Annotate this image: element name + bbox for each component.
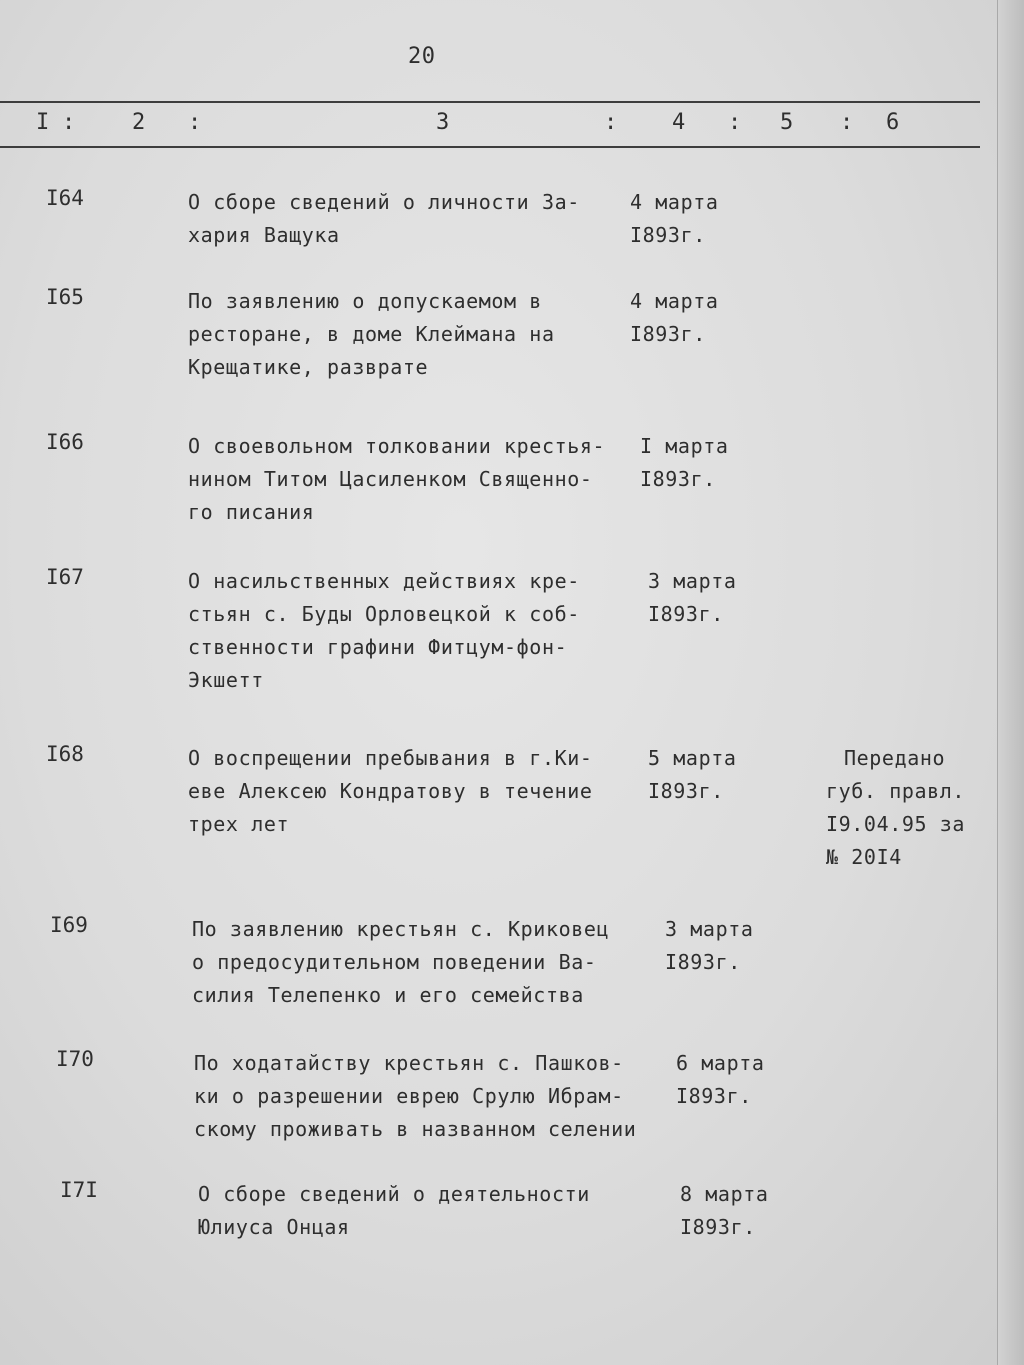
date-line: I893г.	[640, 467, 716, 491]
title-line: скому проживать в названном селении	[194, 1117, 637, 1141]
note-line: губ. правл.	[826, 779, 966, 803]
title-line: По заявлению крестьян с. Криковец	[192, 917, 610, 941]
note-line: № 20I4	[826, 845, 902, 869]
entry-number: I7I	[60, 1178, 98, 1202]
column-header-6: 6	[886, 110, 900, 135]
entry-title	[188, 430, 605, 529]
entry-title	[188, 742, 593, 841]
title-line: ки о разрешении еврею Срулю Ибрам-	[194, 1084, 624, 1108]
title-line: Крещатике, разврате	[188, 355, 429, 379]
column-separator: :	[840, 110, 854, 135]
title-line: О сборе сведений о деятельности	[198, 1182, 590, 1206]
entry-number: I70	[56, 1047, 94, 1071]
column-separator: :	[728, 110, 742, 135]
header-bottom-rule	[0, 146, 980, 148]
entry-note	[826, 742, 965, 874]
entry-date	[630, 285, 719, 351]
column-header-5: 5	[780, 110, 794, 135]
title-line: стьян с. Буды Орловецкой к соб-	[188, 602, 580, 626]
entry-title	[188, 285, 555, 384]
entry-title	[188, 186, 580, 252]
title-line: ресторане, в доме Клеймана на	[188, 322, 555, 346]
date-line: I893г.	[630, 223, 706, 247]
entry-date	[680, 1178, 769, 1244]
column-separator: :	[62, 110, 76, 135]
column-header-row	[0, 110, 1000, 144]
column-separator: :	[604, 110, 618, 135]
title-line: го писания	[188, 500, 315, 524]
title-line: нином Титом Цасиленком Священно-	[188, 467, 593, 491]
date-line: 6 марта	[676, 1051, 765, 1075]
entry-date	[665, 913, 754, 979]
title-line: Юлиуса Онцая	[198, 1215, 350, 1239]
page-number: 20	[408, 44, 436, 69]
entry-number: I69	[50, 913, 88, 937]
title-line: По ходатайству крестьян с. Пашков-	[194, 1051, 624, 1075]
title-line: По заявлению о допускаемом в	[188, 289, 542, 313]
title-line: Экшетт	[188, 668, 264, 692]
entry-number: I68	[46, 742, 84, 766]
date-line: 8 марта	[680, 1182, 769, 1206]
entry-title	[188, 565, 580, 697]
entry-date	[648, 565, 737, 631]
date-line: I893г.	[665, 950, 741, 974]
date-line: 3 марта	[665, 917, 754, 941]
note-line: Передано	[844, 746, 946, 770]
column-header-1: I	[36, 110, 50, 135]
title-line: О воспрещении пребывания в г.Ки-	[188, 746, 593, 770]
header-top-rule	[0, 101, 980, 103]
title-line: еве Алексею Кондратову в течение	[188, 779, 593, 803]
entry-date	[640, 430, 729, 496]
date-line: I марта	[640, 434, 729, 458]
note-line: I9.04.95 за	[826, 812, 966, 836]
date-line: I893г.	[648, 779, 724, 803]
entry-date	[648, 742, 737, 808]
entry-number: I64	[46, 186, 84, 210]
date-line: 3 марта	[648, 569, 737, 593]
column-header-3: 3	[436, 110, 450, 135]
entry-number: I66	[46, 430, 84, 454]
page-edge	[997, 0, 1024, 1365]
date-line: I893г.	[630, 322, 706, 346]
date-line: 5 марта	[648, 746, 737, 770]
title-line: о предосудительном поведении Ва-	[192, 950, 597, 974]
entry-number: I65	[46, 285, 84, 309]
entry-title	[198, 1178, 590, 1244]
column-header-4: 4	[672, 110, 686, 135]
date-line: 4 марта	[630, 289, 719, 313]
entry-date	[630, 186, 719, 252]
entry-date	[676, 1047, 765, 1113]
date-line: I893г.	[648, 602, 724, 626]
title-line: О насильственных действиях кре-	[188, 569, 580, 593]
title-line: силия Телепенко и его семейства	[192, 983, 584, 1007]
entry-title	[194, 1047, 636, 1146]
entry-number: I67	[46, 565, 84, 589]
column-separator: :	[188, 110, 202, 135]
entry-title	[192, 913, 609, 1012]
date-line: I893г.	[676, 1084, 752, 1108]
column-header-2: 2	[132, 110, 146, 135]
title-line: О сборе сведений о личности За-	[188, 190, 580, 214]
title-line: хария Ващука	[188, 223, 340, 247]
date-line: I893г.	[680, 1215, 756, 1239]
title-line: ственности графини Фитцум-фон-	[188, 635, 568, 659]
title-line: трех лет	[188, 812, 290, 836]
title-line: О своевольном толковании крестья-	[188, 434, 606, 458]
date-line: 4 марта	[630, 190, 719, 214]
